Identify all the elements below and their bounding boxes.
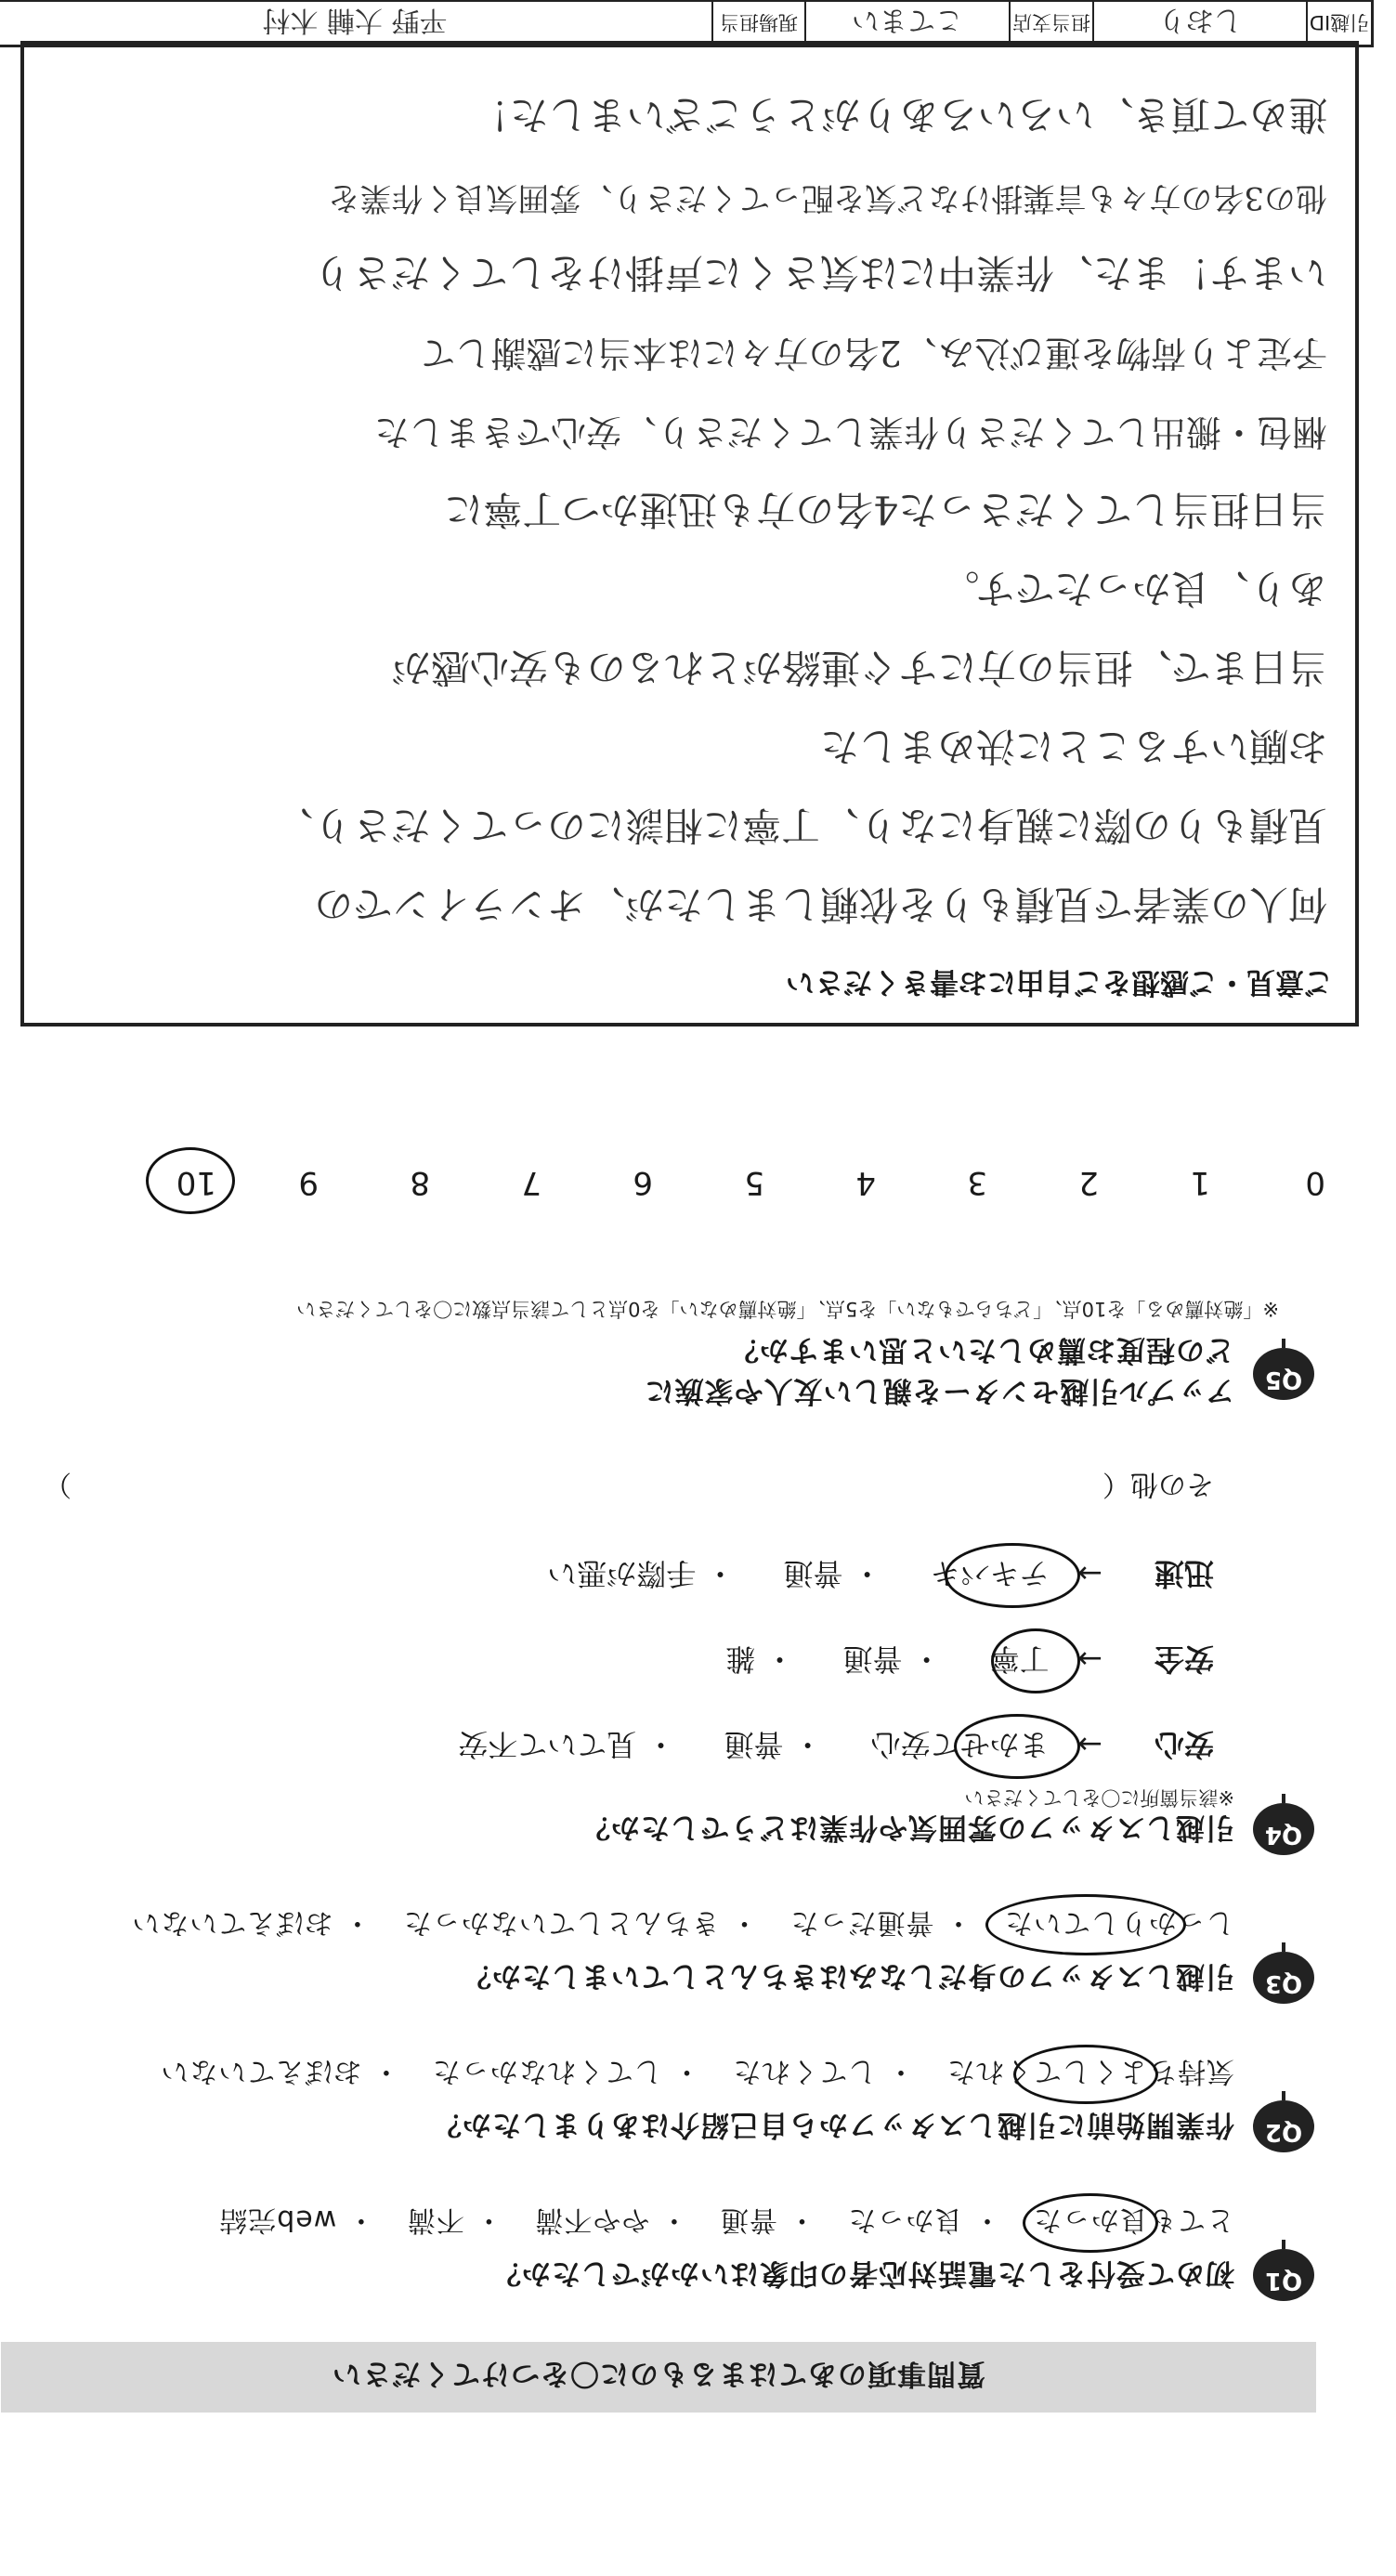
handwritten-line: 当日担当してくださった4名の方も迅速かつ丁寧に — [444, 487, 1327, 532]
q4-option[interactable]: テキパキ — [930, 1556, 1050, 1591]
handler-label: 現場担当 — [711, 2, 804, 45]
banner-text: 質問事項のあてはまるものに〇をつけてください — [332, 2357, 985, 2390]
handwritten-line: います！また、作業中には気さくに声掛けをしてくださり — [312, 250, 1327, 295]
q4-option[interactable]: まかせて安心 — [870, 1727, 1050, 1762]
q2-options: 気持ちよくしてくれた・ してくれた・ してくれなかった・ おぼえていない — [160, 2055, 1234, 2087]
question-q3 — [16, 1907, 1316, 2009]
id-value: しおり — [1092, 2, 1306, 45]
q2-badge: Q2 — [1251, 2100, 1316, 2158]
q3-selection-circle — [985, 1894, 1186, 1955]
q5-selection-circle — [146, 1147, 235, 1214]
q1-badge: Q1 — [1251, 2249, 1316, 2307]
q4-row-jinsoku: 迅速→ テキパキ・ 普通・ 手際が悪い — [499, 1554, 1214, 1597]
q4-badge: Q4 — [1251, 1803, 1316, 1861]
handler-value: 平野 大輔 木村 — [262, 4, 448, 36]
instruction-banner — [1, 2342, 1316, 2413]
question-q2 — [16, 2056, 1316, 2158]
q4-anzen-circle — [991, 1628, 1080, 1693]
scale-value[interactable]: 6 — [633, 1164, 653, 1201]
scale-value[interactable]: 8 — [410, 1164, 430, 1201]
q5-note: ※「絶対薦める」を10点、「どちらでもない」を5点、「絶対薦めない」を0点として該当点数に〇をしてください — [296, 1298, 1279, 1320]
q4-option[interactable]: 普通 — [783, 1556, 843, 1591]
scale-value[interactable]: 4 — [855, 1164, 876, 1201]
scale-value[interactable]: 9 — [298, 1164, 319, 1201]
handwritten-line: 当日まで、担当の方にすぐ連絡がとれるのも安心感が — [391, 645, 1327, 690]
comment-title: ご意見・ご感想をご自由にお書きください — [786, 965, 1333, 999]
q2-option[interactable]: 気持ちよくしてくれた — [946, 2055, 1234, 2087]
q4-option[interactable]: 普通 — [724, 1727, 784, 1762]
q4-row-label: 安心 — [1154, 1727, 1214, 1762]
q2-selection-circle — [1013, 2045, 1158, 2104]
scale-value[interactable]: 3 — [967, 1164, 987, 1201]
footer-table — [0, 0, 1374, 47]
q4-option[interactable]: 手際が悪い — [547, 1556, 697, 1591]
q3-option[interactable]: 普通だった — [789, 1906, 934, 1939]
question-q1 — [16, 2204, 1316, 2307]
q3-text: 引越しスタッフの身だしなみはきちんとしていましたか？ — [462, 1959, 1234, 1993]
q4-jinsoku-circle — [945, 1543, 1080, 1608]
handwritten-line: 梱包・搬出してくださり作業してくださり、安心できました — [373, 412, 1327, 452]
q5-text-1: アップル引越センターを親しい友人や家族に — [644, 1374, 1234, 1407]
handwritten-line: 何人の業者で見積もりを依頼しましたが、オンラインでの — [314, 882, 1327, 927]
q3-option[interactable]: おぼえていない — [131, 1906, 333, 1939]
question-q4 — [16, 1526, 1316, 1861]
handwritten-line: 見積もりの際に親身になり、丁寧に相談にのってくださり、 — [274, 803, 1327, 848]
q2-text: 作業開始前に引越しスタッフから自己紹介はありましたか？ — [432, 2108, 1234, 2141]
q1-option[interactable]: 普通 — [719, 2203, 777, 2236]
q3-option[interactable]: きちんとしていなかった — [402, 1906, 720, 1939]
q1-selection-circle — [1023, 2193, 1158, 2253]
question-q5 — [16, 1238, 1316, 1424]
handwritten-line: 進めて頂き、いろいろありがとうございました！ — [470, 92, 1327, 137]
q2-option[interactable]: してくれた — [732, 2055, 877, 2087]
q1-option[interactable]: web完結 — [218, 2203, 337, 2236]
q5-text-2: どの程度お薦めしたいと思いますか？ — [729, 1333, 1234, 1366]
q4-other-close: ） — [44, 1468, 72, 1500]
q3-badge: Q3 — [1251, 1952, 1316, 2009]
comment-box[interactable] — [20, 41, 1359, 1026]
q3-options: しっかりしていた・ 普通だった・ きちんとしていなかった・ おぼえていない — [131, 1906, 1234, 1939]
q4-row-label: 迅速 — [1154, 1556, 1214, 1591]
q4-row-anzen: 安全→ 丁寧・ 普通・ 雑 — [677, 1640, 1214, 1682]
scale-value[interactable]: 5 — [744, 1164, 764, 1201]
q1-option[interactable]: とても良かった — [1033, 2203, 1234, 2236]
q2-option[interactable]: おぼえていない — [160, 2055, 362, 2087]
handwritten-line: 他の3名の方々も言葉掛けなど気を配ってくださり、雰囲気良く作業を — [328, 179, 1327, 216]
scale-value[interactable]: 2 — [1078, 1164, 1099, 1201]
scale-value[interactable]: 10 — [176, 1164, 216, 1201]
q4-option[interactable]: 丁寧 — [989, 1641, 1050, 1677]
q4-anshin-circle — [954, 1714, 1080, 1779]
q4-option[interactable]: 雑 — [725, 1641, 756, 1677]
q3-option[interactable]: しっかりしていた — [1004, 1906, 1234, 1939]
q4-text: 引越しスタッフの雰囲気や作業はどうでしたか？ — [581, 1811, 1234, 1844]
branch-label: 担当支店 — [1009, 2, 1092, 45]
q4-note: ※該当箇所に〇をしてください — [964, 1786, 1234, 1809]
handwritten-line: あり、良かったです。 — [940, 566, 1327, 611]
handwritten-line: 予定より荷物を運び込み、2名の方々には本当に感謝して — [420, 333, 1327, 373]
branch-value: こてまい — [804, 2, 1009, 45]
id-label: 引越ID — [1306, 2, 1371, 45]
q4-option[interactable]: 普通 — [842, 1641, 903, 1677]
q1-option[interactable]: 良かった — [847, 2203, 963, 2236]
q4-row-label: 安全 — [1154, 1641, 1214, 1677]
scale-value[interactable]: 0 — [1305, 1164, 1325, 1201]
q4-option[interactable]: 見ていて不安 — [458, 1727, 637, 1762]
q1-options: とても良かった・ 良かった・ 普通・ やや不満・ 不満・ web完結 — [218, 2203, 1234, 2236]
scale-value[interactable]: 7 — [521, 1164, 541, 1201]
q4-other-line — [44, 1467, 1214, 1508]
q2-option[interactable]: してくれなかった — [431, 2055, 662, 2087]
q4-row-anshin: 安心→ まかせて安心・ 普通・ 見ていて不安 — [410, 1725, 1214, 1768]
q1-option[interactable]: やや不満 — [534, 2203, 650, 2236]
q4-other-label: その他（ — [1102, 1468, 1214, 1500]
scale-value[interactable]: 1 — [1190, 1164, 1210, 1201]
handwritten-line: お願いすることに決めました — [819, 724, 1327, 769]
q1-text: 初めて受付をした電話対応者の印象はいかがでしたか？ — [491, 2256, 1234, 2290]
q5-badge: Q5 — [1251, 1348, 1316, 1406]
q1-option[interactable]: 不満 — [406, 2203, 464, 2236]
